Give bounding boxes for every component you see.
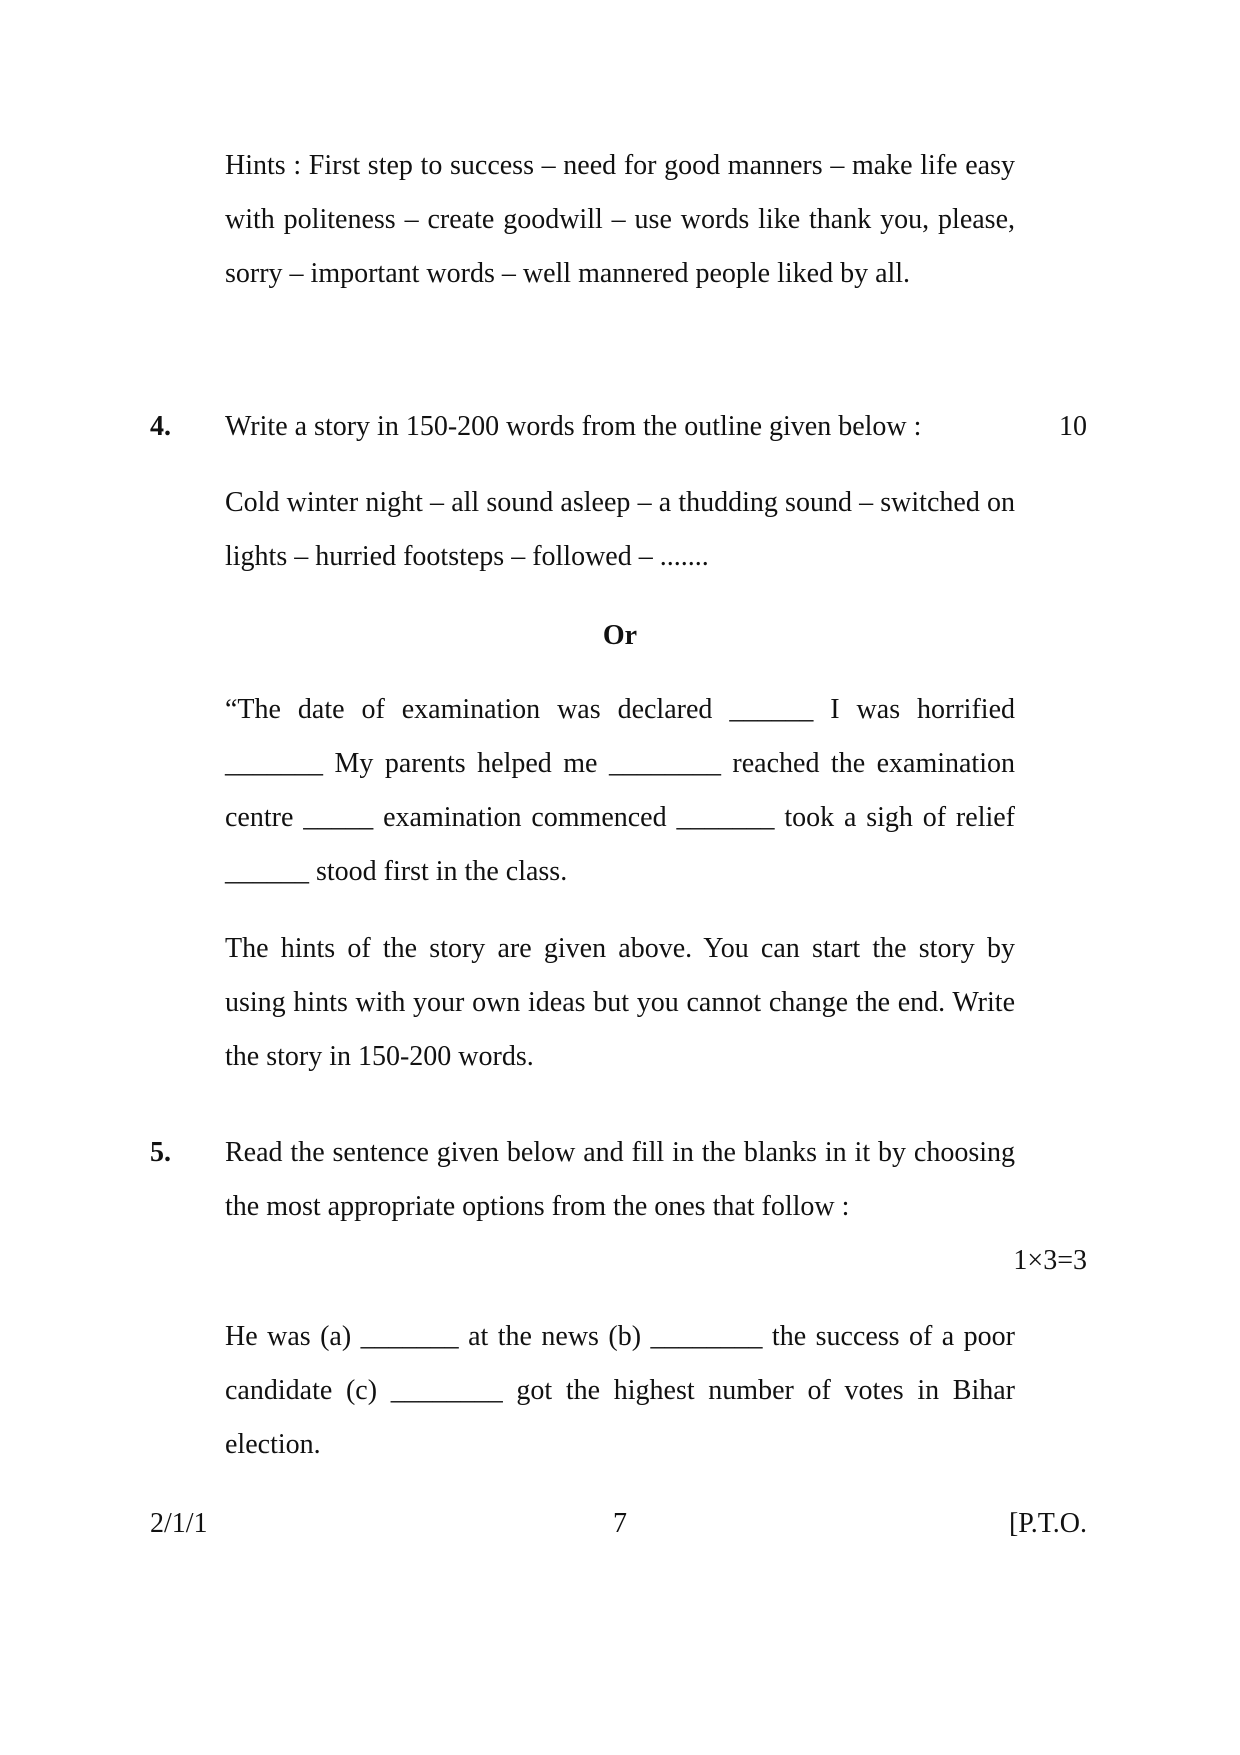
footer-code: 2/1/1: [150, 1508, 208, 1539]
footer-page-number: 7: [613, 1508, 627, 1539]
question-4-outline-a: Cold winter night – all sound asleep – a thudding sound – switched on lights – hurried footsteps – followed – .......: [225, 487, 1015, 572]
hints-paragraph: Hints : First step to success – need for good manners – make life easy with politeness – create goodwill – use words like thank you, please, sorry – important words – well mannered people liked by all.: [225, 150, 1015, 289]
question-4-marks: 10: [1059, 411, 1087, 442]
question-4-instructions: The hints of the story are given above. You can start the story by using hints with your own ideas but you cannot change the end. Write the story in 150-200 words.: [225, 933, 1015, 1072]
or-heading: Or: [602, 620, 638, 651]
footer-pto: [P.T.O.: [1008, 1508, 1087, 1539]
question-5-prompt: Read the sentence given below and fill in the blanks in it by choosing the most appropriate options from the ones that follow :: [225, 1137, 1015, 1222]
question-5-number: 5.: [150, 1137, 171, 1168]
question-4-number: 4.: [150, 411, 171, 442]
question-5-sentence: He was (a) _______ at the news (b) ________ the success of a poor candidate (c) ________ got the highest number of votes in Bihar election.: [225, 1321, 1015, 1460]
question-4-prompt: Write a story in 150-200 words from the outline given below :: [225, 411, 922, 442]
question-4-outline-b: “The date of examination was declared ______ I was horrified _______ My parents helped me ________ reached the examination centre _____ examination commenced _______ took a sigh of relief ______ stood first in the class.: [225, 694, 1015, 887]
question-5-marks: 1×3=3: [1013, 1245, 1087, 1276]
